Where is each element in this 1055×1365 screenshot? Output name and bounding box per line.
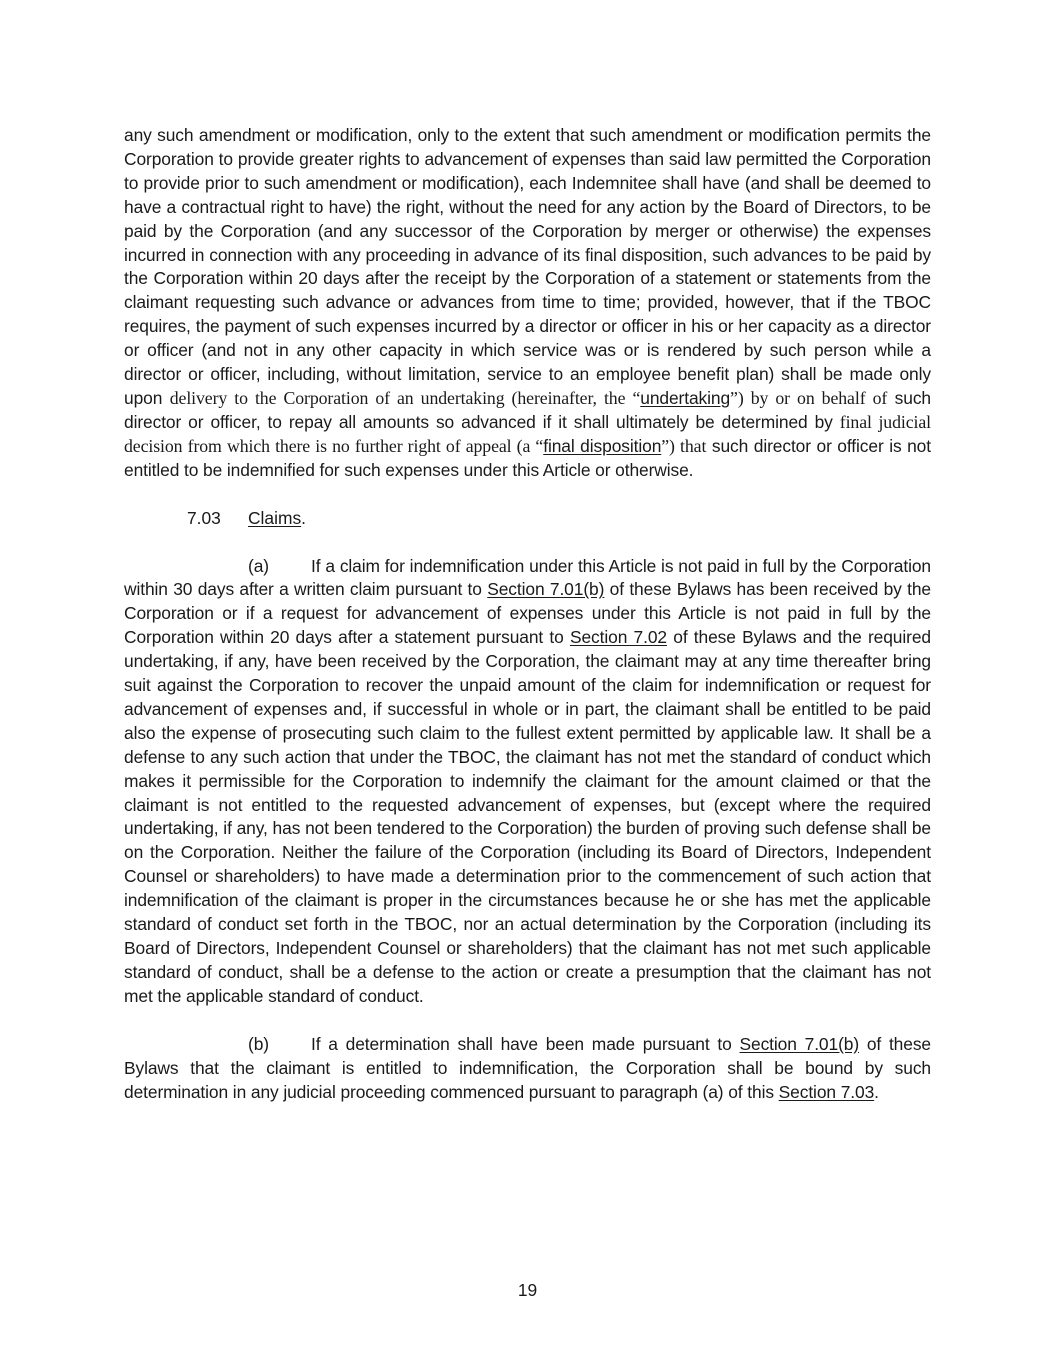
cross-reference-section-7-01b: Section 7.01(b)	[739, 1033, 860, 1054]
intro-text-part6: ”) that	[661, 435, 707, 456]
section-number: 7.03	[187, 507, 221, 528]
intro-text-part7: such director or officer is not entitled to be indemnified for such expenses under this Article or otherwise.	[124, 435, 931, 480]
subsection-b-text1: If a determination shall have been made pursuant to	[311, 1033, 740, 1054]
cross-reference-section-7-01b: Section 7.01(b)	[487, 579, 605, 600]
page-number: 19	[517, 1280, 538, 1300]
section-title-suffix: .	[301, 507, 306, 528]
section-title: Claims	[248, 507, 302, 528]
intro-text-part3: ”) by or on behalf of	[730, 387, 888, 408]
document-page	[124, 124, 931, 1104]
subsection-b	[124, 1033, 931, 1105]
subsection-b-text2: of these Bylaws that the claimant is entitled to indemnification, the Corporation shall be bound by such determination in any judicial proceeding commenced pursuant to paragraph (a) of this	[124, 1033, 931, 1102]
intro-paragraph	[124, 124, 931, 483]
intro-text-part4: such director or officer, to repay all amounts so advanced if it shall ultimately be determined by	[124, 387, 931, 432]
intro-text-part5: final judicial decision from which there is no further right of appeal (a “	[124, 411, 931, 456]
defined-term-undertaking: undertaking	[640, 387, 731, 408]
subsection-b-label: (b)	[248, 1033, 269, 1054]
cross-reference-section-7-02: Section 7.02	[569, 627, 667, 648]
subsection-b-text3: .	[874, 1081, 879, 1102]
subsection-a-text3: of these Bylaws and the required undertaking, if any, have been received by the Corporation, the claimant may at any time thereafter bring suit against the Corporation to recover the unpaid amount of the claim for indemnification or request for advancement of expenses and, if successful in whole or in part, the claimant shall be entitled to be paid also the expense of prosecuting such claim to the fullest extent permitted by applicable law. It shall be a defense to any such action that under the TBOC, the claimant has not met the standard of conduct which makes it permissible for the Corporation to indemnify the claimant for the amount claimed or that the claimant is not entitled to the requested advancement of expenses, but (except where the required undertaking, if any, has not been tendered to the Corporation) the burden of proving such defense shall be on the Corporation. Neither the failure of the Corporation (including its Board of Directors, Independent Counsel or shareholders) to have made a determination prior to the commencement of such action that indemnification of the claimant is proper in the circumstances because he or she has met the applicable standard of conduct set forth in the TBOC, nor an actual determination by the Corporation (including its Board of Directors, Independent Counsel or shareholders) that the claimant has not met such applicable standard of conduct, shall be a defense to the action or create a presumption that the claimant has not met the applicable standard of conduct.	[124, 627, 931, 1006]
subsection-a-text2: of these Bylaws has been received by the Corporation or if a request for advancement of expenses under this Article is not paid in full by the Corporation within 20 days after a statement pursuant to	[124, 579, 931, 648]
subsection-a-label: (a)	[248, 555, 269, 576]
intro-text-part2: delivery to the Corporation of an undertaking (hereinafter, the “	[169, 387, 641, 408]
cross-reference-section-7-03: Section 7.03	[778, 1081, 875, 1102]
intro-text-part1: any such amendment or modification, only to the extent that such amendment or modification permits the Corporation to provide greater rights to advancement of expenses than said law permitted the Corporation to provide prior to such amendment or modification), each Indemnitee shall have (and shall be deemed to have a contractual right to have) the right, without the need for any action by the Board of Directors, to be paid by the Corporation (and any successor of the Corporation by merger or otherwise) the expenses incurred in connection with any proceeding in advance of its final disposition, such advances to be paid by the Corporation within 20 days after the receipt by the Corporation of a statement or statements from the claimant requesting such advance or advances from time to time; provided, however, that if the TBOC requires, the payment of such expenses incurred by a director or officer in his or her capacity as a director or officer (and not in any other capacity in which service was or is rendered by such person while a director or officer, including, without limitation, service to an employee benefit plan) shall be made only upon	[124, 125, 931, 408]
section-heading	[124, 507, 931, 531]
defined-term-final-disposition: final disposition	[543, 435, 662, 456]
subsection-a	[124, 555, 931, 1009]
subsection-a-text1: If a claim for indemnification under this Article is not paid in full by the Corporation within 30 days after a written claim pursuant to	[124, 555, 931, 600]
